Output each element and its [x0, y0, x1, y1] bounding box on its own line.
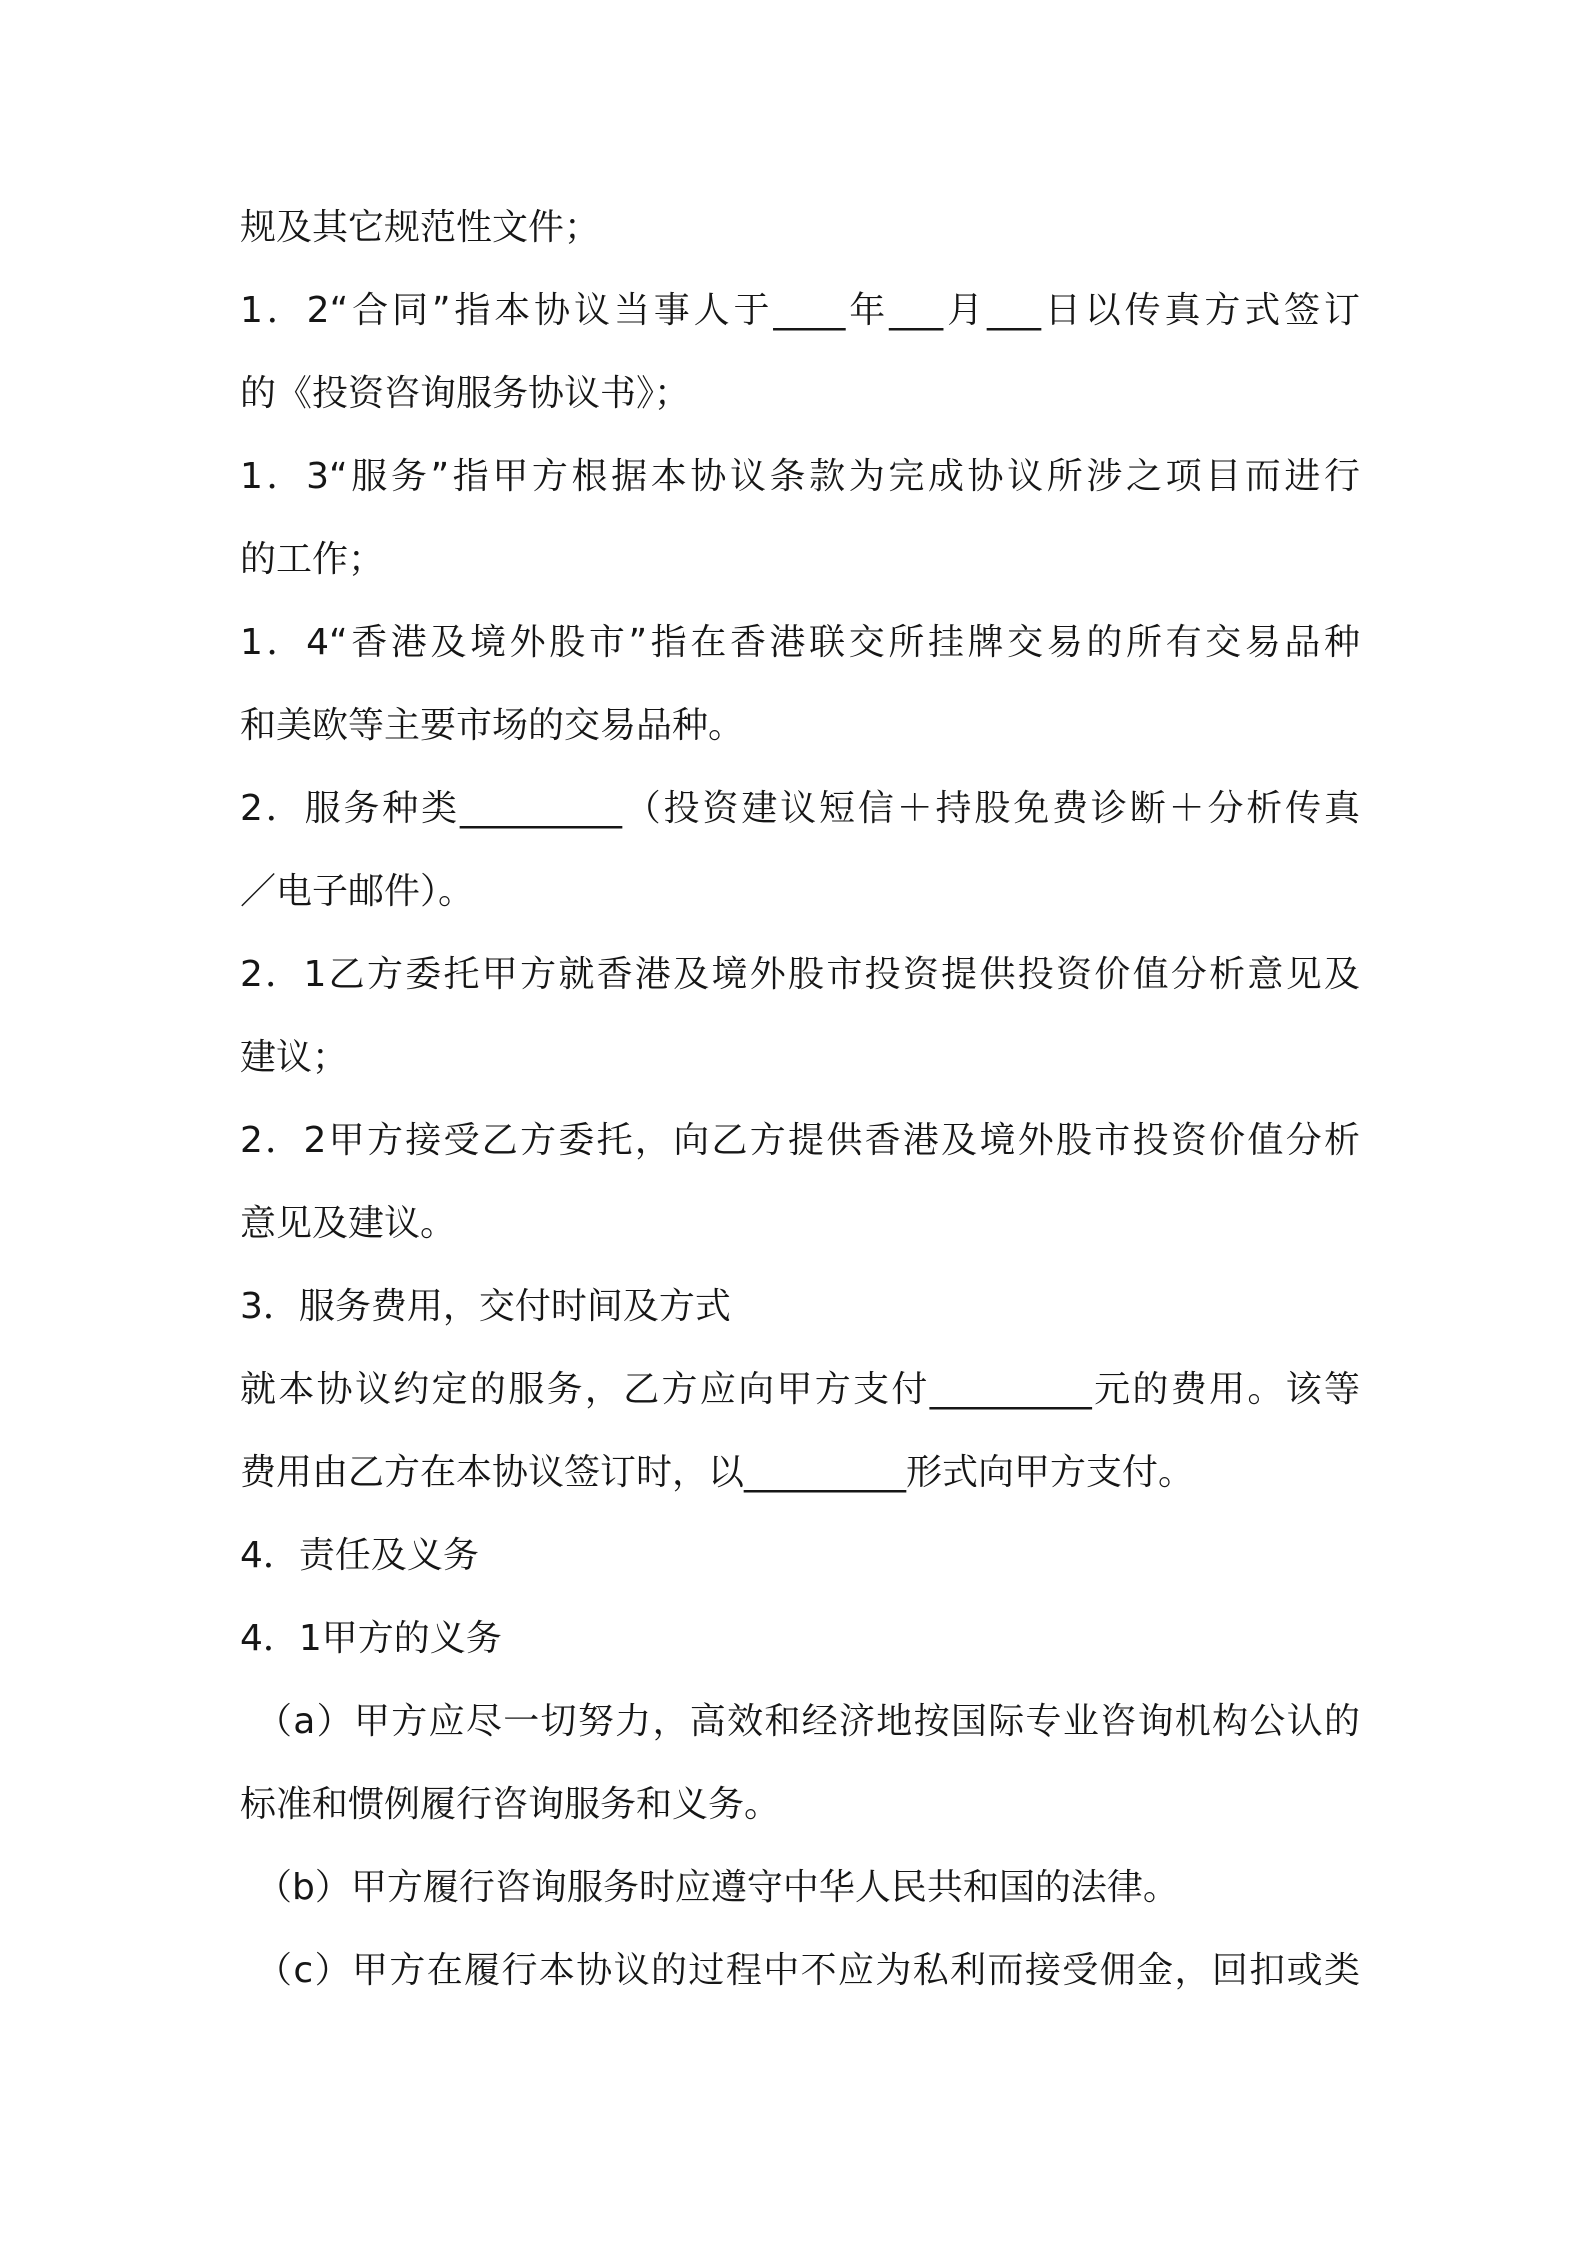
text-line: （b）甲方履行咨询服务时应遵守中华人民共和国的法律。 [256, 1867, 1179, 1908]
text-line: 1．4“香港及境外股市”指在香港联交所挂牌交易的所有交易品种 [240, 622, 1360, 663]
text-line: 的《投资咨询服务协议书》； [240, 373, 691, 414]
text-line: 1．2“合同”指本协议当事人于____年___月___日以传真方式签订 [240, 290, 1360, 331]
text-line: （a）甲方应尽一切努力，高效和经济地按国际专业咨询机构公认的 [256, 1701, 1360, 1742]
text-line: 2．服务种类_________（投资建议短信＋持股免费诊断＋分析传真 [240, 788, 1360, 829]
text-line: 2．2甲方接受乙方委托，向乙方提供香港及境外股市投资价值分析 [240, 1120, 1360, 1161]
text-line: ／电子邮件）。 [240, 871, 475, 912]
text-line: 1．3“服务”指甲方根据本协议条款为完成协议所涉之项目而进行 [240, 456, 1360, 497]
text-line: 就本协议约定的服务，乙方应向甲方支付_________元的费用。该等 [240, 1369, 1360, 1410]
text-line: 4．责任及义务 [240, 1535, 479, 1576]
text-line: 的工作； [240, 539, 385, 580]
text-line: 4．1甲方的义务 [240, 1618, 502, 1659]
text-line: 3．服务费用，交付时间及方式 [240, 1286, 731, 1327]
text-line: 规及其它规范性文件； [240, 207, 601, 248]
text-line: 意见及建议。 [240, 1203, 457, 1244]
document-body [240, 198, 1360, 2024]
text-line: 建议； [240, 1037, 349, 1078]
text-line: 2．1乙方委托甲方就香港及境外股市投资提供投资价值分析意见及 [240, 954, 1360, 995]
text-line: 和美欧等主要市场的交易品种。 [240, 705, 745, 746]
text-line: 标准和惯例履行咨询服务和义务。 [240, 1784, 781, 1825]
text-line: （c）甲方在履行本协议的过程中不应为私利而接受佣金，回扣或类 [256, 1950, 1360, 1991]
text-line: 费用由乙方在本协议签订时，以_________形式向甲方支付。 [240, 1452, 1195, 1493]
